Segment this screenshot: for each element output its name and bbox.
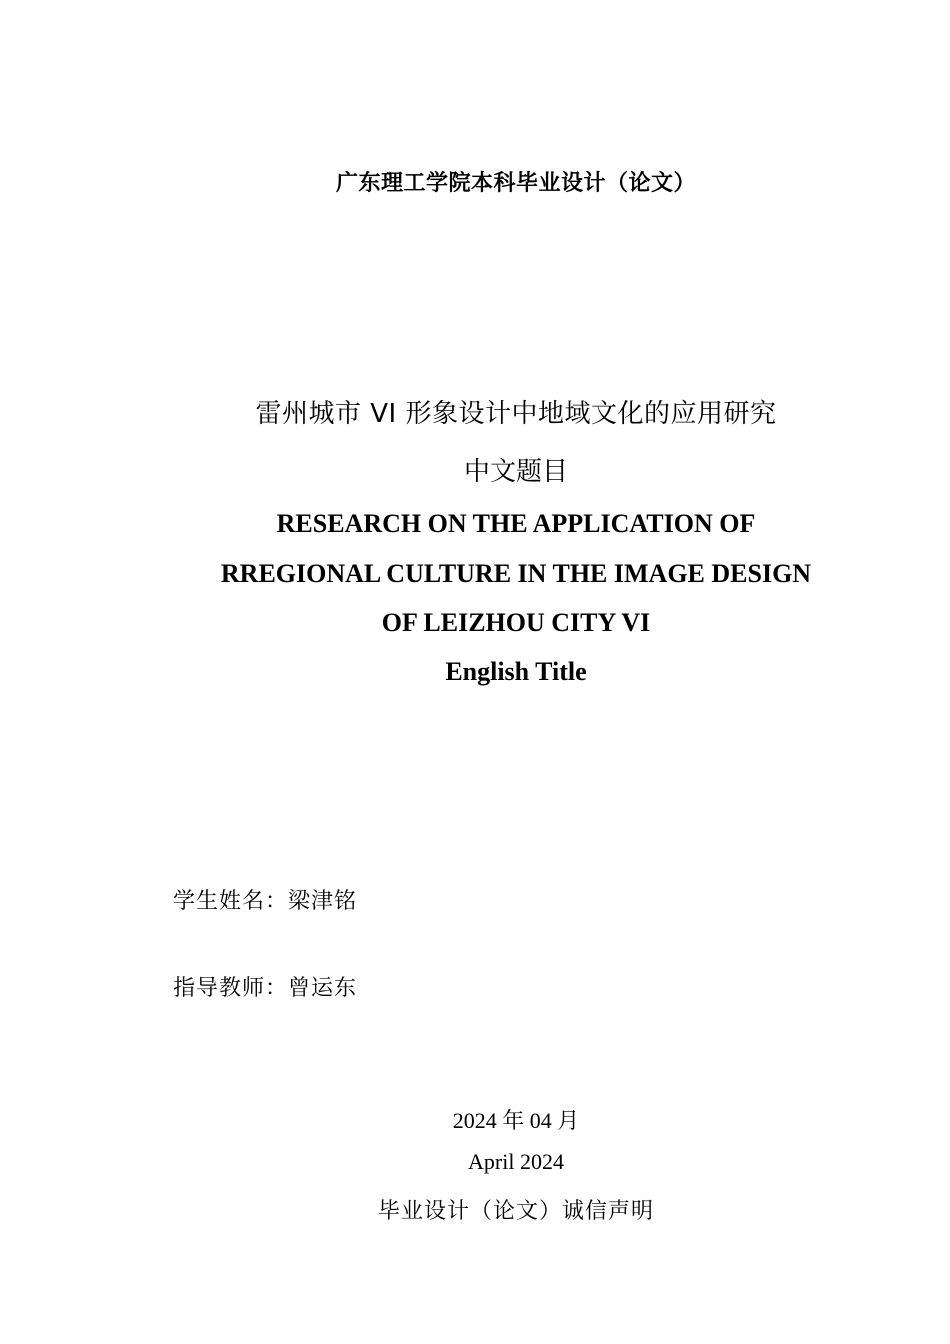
university-heading: 广东理工学院本科毕业设计（论文） [335, 171, 696, 196]
chinese-thesis-title: 雷州城市 VI 形象设计中地域文化的应用研究 [255, 399, 777, 429]
student-name-value: 梁津铭 [288, 889, 358, 914]
english-title-line-1: RESEARCH ON THE APPLICATION OF [276, 509, 756, 538]
student-name-row [173, 884, 357, 915]
date-chinese: 2024 年 04 月 [452, 1108, 580, 1133]
advisor-name-row [173, 971, 357, 1002]
english-title-label: English Title [445, 657, 587, 686]
student-name-label: 学生姓名： [173, 889, 289, 914]
advisor-name-label: 指导教师： [173, 976, 289, 1001]
chinese-title-label: 中文题目 [463, 457, 568, 487]
english-title-line-2: RREGIONAL CULTURE IN THE IMAGE DESIGN [220, 559, 812, 588]
date-english: April 2024 [468, 1149, 564, 1174]
advisor-name-value: 曾运东 [288, 976, 358, 1001]
integrity-declaration-heading: 毕业设计（论文）诚信声明 [377, 1199, 654, 1224]
english-title-line-3: OF LEIZHOU CITY VI [381, 608, 651, 637]
